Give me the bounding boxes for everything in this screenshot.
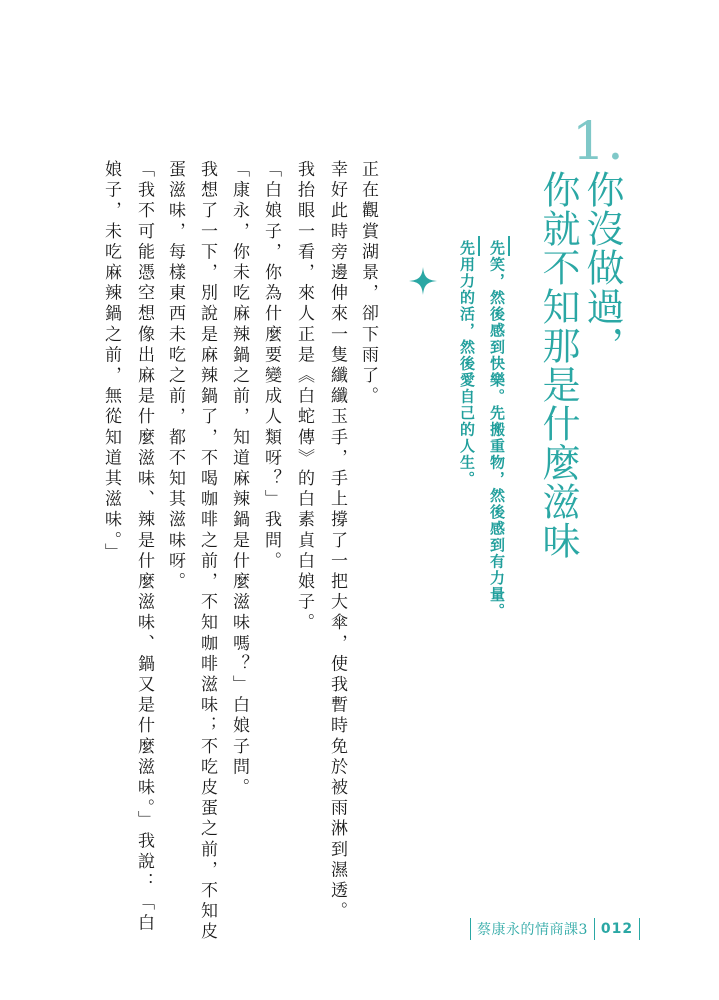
- page-number: 012: [600, 921, 634, 937]
- chapter-subtitle-line-2: 先用力的活，然後愛自己的人生。: [458, 240, 476, 488]
- chapter-title-line-1: 你沒做過，: [580, 170, 624, 365]
- sparkle-icon: [408, 266, 438, 296]
- body-paragraph-column: 幸好此時旁邊伸來一隻纖纖玉手，手上撐了一把大傘，使我暫時免於被雨淋到濕透。: [327, 160, 347, 923]
- body-paragraph-column: 「康永，你未吃麻辣鍋之前，知道麻辣鍋是什麼滋味嗎？」白娘子問。: [229, 160, 249, 799]
- subtitle-accent-bar: [508, 236, 510, 256]
- body-paragraph-column: 「我不可能憑空想像出麻是什麼滋味、辣是什麼滋味、鍋又是什麼滋味。」我說：「白: [134, 160, 154, 935]
- subtitle-accent-bar: [478, 236, 480, 256]
- book-title: 蔡康永的情商課3: [477, 922, 588, 938]
- footer-divider: [639, 918, 640, 940]
- body-paragraph-column: 我想了一下，別說是麻辣鍋了，不喝咖啡之前，不知咖啡滋味；不吃皮蛋之前，不知皮: [197, 160, 217, 943]
- body-paragraph-column: 娘子，未吃麻辣鍋之前，無從知道其滋味。」: [101, 160, 121, 564]
- body-paragraph-column: 「白娘子，你為什麼要變成人類呀？」我問。: [261, 160, 281, 572]
- body-paragraph-column: 蛋滋味，每樣東西未吃之前，都不知其滋味呀。: [165, 160, 185, 593]
- body-paragraph-column: 正在觀賞湖景，卻下雨了。: [358, 160, 378, 408]
- chapter-number: 1.: [572, 112, 626, 172]
- chapter-subtitle-line-1: 先笑，然後感到快樂。先搬重物，然後感到有力量。: [488, 240, 506, 620]
- chapter-title-line-2: 你就不知那是什麼滋味: [536, 170, 580, 560]
- page-footer: [470, 917, 640, 941]
- body-paragraph-column: 我抬眼一看，來人正是《白蛇傳》的白素貞白娘子。: [294, 160, 314, 634]
